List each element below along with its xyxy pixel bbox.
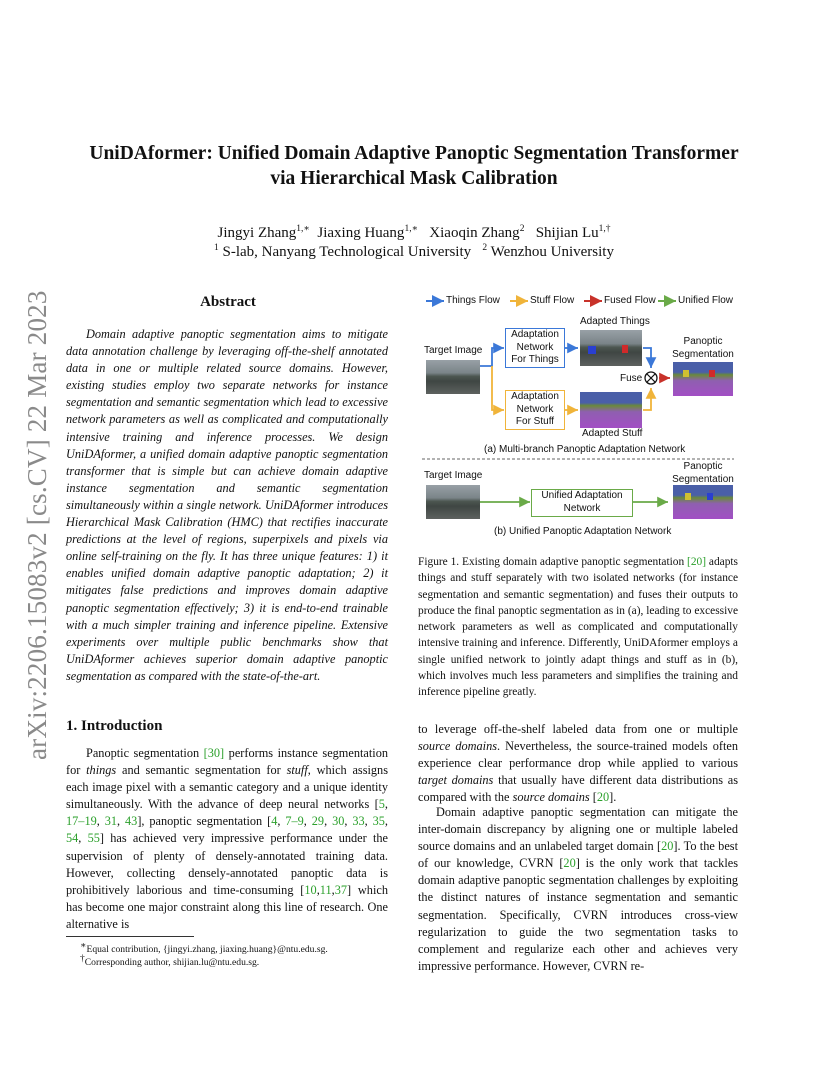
citation-link[interactable]: 55 [87,831,100,846]
emphasis: things [86,763,117,778]
citation-link[interactable]: 20 [661,839,674,854]
figure-1-caption: Figure 1. Existing domain adaptive panoptic segmentation [20] adapts things and stuff separately with two isolated networks (for instance segmentation and semantic segmentation) and fuses their outputs to produce the final panoptic segmentation as in (a), leading to excessive network parameters as well as complicated and computationally intensive training and inference. Differently, UniDAformer employs a single unified network to jointly adapt things and stuff as in (b), which involves much less parameters and simplifies the training and inference pipeline greatly. [418,556,738,699]
footnote-equal-contribution: ∗Equal contribution, {jingyi.zhang, jiaxing.huang}@ntu.edu.sg. [80,941,328,956]
panoptic-output-label-b: Panoptic Segmentation [672,461,734,485]
citation-link[interactable]: 7–9 [285,814,304,829]
figure-subcaption-b: (b) Unified Panoptic Adaptation Network [494,526,672,537]
target-image-label-a: Target Image [424,345,483,356]
emphasis: target domains [418,773,494,788]
adapted-stuff-label: Adapted Stuff [582,428,643,439]
citation-link[interactable]: 29 [311,814,325,829]
citation-link[interactable]: 5 [378,797,385,812]
legend-fused: Fused Flow [604,295,656,306]
title-line-2: via Hierarchical Mask Calibration [270,168,558,189]
citation-link[interactable]: 31 [104,814,118,829]
footnote-corresponding-author: †Corresponding author, shijian.lu@ntu.edu.sg. [80,954,260,969]
citation-link[interactable]: 33 [352,814,365,829]
legend-things: Things Flow [446,295,500,306]
intro-paragraph-right-1: to leverage off-the-shelf labeled data from one or multiple source domains. Nevertheless, the source-trained models often experience clear performance drop while applied to various target domains that usually have different data distributions as compared with the source domains [20]. [418,722,739,805]
author: Shijian $Lu^{1,\dagger}$ [535,224,611,241]
citation-link[interactable]: 11 [319,882,332,897]
footnote-rule [66,936,194,937]
abstract-heading: Abstract [200,294,256,310]
figure-subcaption-a: (a) Multi-branch Panoptic Adaptation Network [484,444,686,455]
emphasis: source domains [418,739,498,754]
section-heading-introduction: 1. Introduction [66,718,163,734]
citation-link[interactable]: 30 [332,814,345,829]
unified-adaptation-box: Unified Adaptation Network [531,489,633,517]
author: Jingyi Zhang$^{1,∗}$ [217,224,310,241]
citation-link[interactable]: [20] [687,556,707,568]
title-line-1: UniDAformer: Unified Domain Adaptive Panoptic Segmentation Transformer [89,143,739,164]
legend-stuff: Stuff Flow [530,295,575,306]
author: Xiaoqin Zhang$^2$ [429,224,525,241]
panoptic-output-thumbnail-a [673,362,733,396]
citation-link[interactable]: 35 [372,814,385,829]
target-image-label-b: Target Image [424,470,483,481]
citation-link[interactable]: [30] [203,746,225,760]
emphasis: source domains [512,790,590,805]
intro-paragraph-right-2: Domain adaptive panoptic segmentation can mitigate the inter-domain discrepancy by aligning one or multiple labeled source domains and an unlabeled target domain [20]. To the best of our knowledge, CVRN [20] is the only work that tackles domain adaptive panoptic segmentation challenges by exploiting the distinct natures of instance segmentation and semantic segmentation. Specifically, CVRN introduces cross-view regularization to guide the two segmentation tasks to complement and regularize each other and achieves very impressive performance. However, CVRN re- [418,805,738,973]
target-image-thumbnail-a [426,360,480,394]
affiliation-list: $^1$ S-lab, Nanyang Technological University $^2$ Wenzhou University [214,243,614,260]
citation-link[interactable]: 10 [304,882,317,897]
stuff-adaptation-box: Adaptation Network For Stuff [505,390,565,430]
citation-link[interactable]: 20 [596,790,610,805]
panoptic-output-thumbnail-b [673,485,733,519]
citation-link[interactable]: 20 [563,856,576,871]
citation-link[interactable]: 37 [334,882,347,897]
citation-link[interactable]: 4 [271,814,278,829]
abstract-text: Domain adaptive panoptic segmentation aims to mitigate data annotation challenge by leveraging off-the-shelf annotated data in one or multiple related source domains. However, existing studies employ two separate networks for instance segmentation and semantic segmentation which lead to excessive network parameters as well as complicated and computationally intensive training and inference processes. We design UniDAformer, a unified domain adaptive panoptic segmentation transformer that is simple but can achieve domain adaptive instance segmentation and semantic segmentation simultaneously within a single network. UniDAformer introduces Hierarchical Mask Calibration (HMC) that rectifies inaccurate predictions at the level of regions, superpixels and pixels via online self-training on the fly. It has three unique features: 1) it enables unified domain adaptive panoptic adaptation; 2) it mitigates false predictions and improves domain adaptive panoptic segmentation effectively; 3) it is end-to-end trainable with a much simpler training and inference pipeline. Extensive experiments over multiple public benchmarks show that UniDAformer achieves superior domain adaptive panoptic segmentation as compared with the state-of-the-art. [66,327,388,683]
emphasis: stuff [286,763,308,778]
intro-paragraph-left: Panoptic segmentation [30] performs instance segmentation for things and semantic segmentation for stuff, which assigns each image pixel with a semantic category and a unique identity simultaneously. With the advance of deep neural networks [5, 17–19, 31, 43], panoptic segmentation [4, 7–9, 29, 30, 33, 35, 54, 55] has achieved very impressive performance under the supervision of plenty of densely-annotated training data. However, collecting densely-annotated panoptic data is prohibitively laborious and time-consuming [10,11,37] which has become one major constraint along this line of research. One alternative is [66,746,388,931]
affiliation: S-lab, Nanyang Technological University [222,244,472,260]
citation-link[interactable]: 17–19 [66,814,97,829]
legend-unified: Unified Flow [678,295,734,306]
affiliation: Wenzhou University [490,244,614,260]
adapted-things-thumbnail [580,330,642,366]
adapted-things-label: Adapted Things [580,316,650,327]
author: Jiaxing Huang$^{1,∗}$ [317,224,419,241]
citation-link[interactable]: 54 [66,831,79,846]
adapted-stuff-thumbnail [580,392,642,428]
target-image-thumbnail-b [426,485,480,519]
arxiv-stamp: arXiv:2206.15083v2 [cs.CV] 22 Mar 2023 [22,290,52,760]
panoptic-output-label-a: Panoptic Segmentation [672,336,734,360]
figure-1 [418,290,738,544]
things-adaptation-box: Adaptation Network For Things [505,328,565,368]
fuse-label: Fuse [620,373,643,384]
citation-link[interactable]: 43 [125,814,138,829]
paper-title [60,141,768,191]
